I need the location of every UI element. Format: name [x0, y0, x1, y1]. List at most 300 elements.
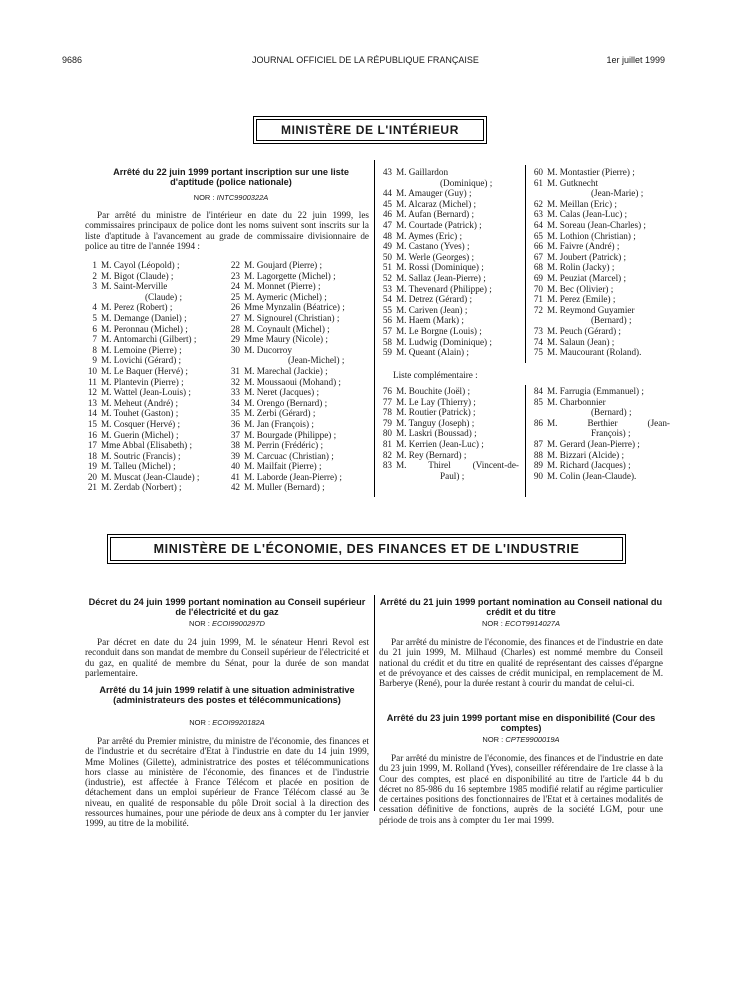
list-item-name: (Jean-Marie) ;	[591, 188, 644, 199]
list-item-name: M. Aufan (Bernard) ;	[396, 209, 475, 220]
list-item	[85, 271, 222, 282]
list-item	[529, 407, 674, 418]
list-item-number: 65	[533, 230, 543, 241]
list-item	[226, 482, 369, 493]
list-item-number: 45	[382, 198, 392, 209]
list-item-number: 32	[230, 376, 240, 387]
list-item	[378, 209, 523, 220]
list-item-number	[529, 407, 543, 418]
list-item-number: 80	[382, 428, 392, 439]
list-item-name: M. Sallaz (Jean-Pierre) ;	[396, 272, 486, 283]
list-item	[85, 387, 222, 398]
arrete-14-juin-text: Par arrêté du Premier ministre, du ministre de l'économie, des finances et de l'industrie et du secrétaire d'Etat à l'industrie en date du 14 juin 1999, Mme Molines (Gilette), administratrice des postes et télécommunications hors classe au ministère de l'économie, des finances et de l'industrie (industrie), est affectée à France Télécom et placée en position de détachement dans un emploi supérieur de France Télécom classé au 3e niveau, en qualité de responsable du pôle Droit social à la direction des ressources humaines, pour une période de deux ans à compter du 1er janvier 1999, au titre de la mobilité.	[85, 736, 369, 829]
list-item-name: M. Alcaraz (Michel) ;	[396, 198, 477, 209]
list-item	[378, 305, 523, 316]
list-item	[85, 281, 222, 292]
list-item-number: 87	[533, 438, 543, 449]
list-item-name: M. Peronnau (Michel) ;	[101, 323, 188, 334]
list-item-number: 20	[87, 471, 97, 482]
list-item	[226, 366, 369, 377]
list-item	[378, 262, 523, 273]
list-item-name: M. Gaillardon	[396, 167, 449, 177]
list-item	[378, 460, 523, 471]
list-item	[226, 313, 369, 324]
list-item-name: M. Guerin (Michel) ;	[101, 429, 179, 440]
list-item-name: M. Muscat (Jean-Claude) ;	[101, 471, 200, 482]
list-item-number: 4	[92, 302, 97, 313]
list-item-name: (Claude) ;	[145, 291, 182, 302]
list-item-number: 22	[230, 260, 240, 270]
list-item-name: M. Lothion (Christian) ;	[547, 230, 636, 241]
list-item-name: M. Ducorroy	[244, 344, 292, 355]
list-item	[529, 450, 674, 461]
list-item-number: 9	[92, 355, 97, 366]
list-item-number: 72	[533, 304, 543, 315]
issue-date: 1er juillet 1999	[606, 55, 665, 65]
list-item	[529, 294, 674, 305]
list-item	[378, 418, 523, 429]
list-item-number: 52	[382, 272, 392, 283]
list-item-number: 1	[92, 260, 97, 270]
list-item-number: 50	[382, 251, 392, 262]
list-item	[529, 386, 674, 397]
list-item-name: M. Signourel (Christian) ;	[244, 312, 340, 323]
list-item	[85, 451, 222, 462]
list-item-number: 7	[92, 334, 97, 345]
list-item-number: 56	[382, 315, 392, 326]
list-item-number: 63	[533, 209, 543, 220]
list-item-number: 5	[92, 312, 97, 323]
list-item-name: M. Tanguy (Joseph) ;	[396, 417, 475, 428]
nor-code: ECOI9920182A	[212, 718, 265, 727]
list-item	[529, 439, 674, 450]
list-item	[378, 428, 523, 439]
list-item-name: M. Wattel (Jean-Louis) ;	[101, 387, 191, 398]
list-item-number: 71	[533, 294, 543, 305]
list-item-number: 46	[382, 209, 392, 220]
list-item-number: 58	[382, 336, 392, 347]
list-item	[85, 377, 222, 388]
list-item	[529, 315, 674, 326]
list-item	[529, 231, 674, 242]
list-item-name: (Bernard) ;	[591, 407, 632, 418]
list-item-number: 23	[230, 270, 240, 281]
list-item-number: 51	[382, 262, 392, 273]
list-item	[378, 450, 523, 461]
list-item-name: M. Coynault (Michel) ;	[244, 323, 330, 334]
list-item-name: Mme Abbal (Elisabeth) ;	[101, 440, 193, 451]
column-rule	[525, 165, 526, 363]
list-item	[378, 326, 523, 337]
list-item-number: 84	[533, 386, 543, 396]
list-item-name: M. Moussaoui (Mohand) ;	[244, 376, 341, 387]
list-item-number: 31	[230, 365, 240, 376]
list-item-name: Mme Mynzalin (Béatrice) ;	[244, 302, 345, 313]
list-item	[529, 397, 674, 408]
list-item	[226, 355, 369, 366]
list-item-number: 66	[533, 241, 543, 252]
list-item-number: 85	[533, 396, 543, 407]
list-item	[529, 167, 674, 178]
list-item-name: M. Amauger (Guy) ;	[396, 188, 472, 199]
list-item	[226, 440, 369, 451]
list-item-name: M. Peuziat (Marcel) ;	[547, 272, 627, 283]
ministry-economie-heading: MINISTÈRE DE L'ÉCONOMIE, DES FINANCES ET DE L'INDUSTRIE	[110, 537, 623, 561]
arrete-14-juin-title: Arrêté du 14 juin 1999 relatif à une situation administrative (administrateurs des postes et télécommunications)	[99, 685, 355, 705]
list-item	[378, 199, 523, 210]
list-item	[378, 231, 523, 242]
list-item-number: 34	[230, 397, 240, 408]
list-item-name: M. Berthier (Jean-	[547, 417, 670, 428]
list-item-number: 82	[382, 449, 392, 460]
list-item-name: M. Carcuac (Christian) ;	[244, 450, 334, 461]
list-item-name: M. Cosquer (Hervé) ;	[101, 418, 181, 429]
list-item-name: M. Meillan (Eric) ;	[547, 198, 617, 209]
ministry-interieur-heading: MINISTÈRE DE L'INTÉRIEUR	[256, 119, 484, 141]
decret-24-juin-title: Décret du 24 juin 1999 portant nomination au Conseil supérieur de l'électricité et du gaz	[88, 597, 366, 617]
list-item-name: M. Bec (Olivier) ;	[547, 283, 614, 294]
list-item-name: M. Perrin (Frédéric) ;	[244, 440, 324, 451]
list-item	[85, 408, 222, 419]
list-item	[226, 472, 369, 483]
list-item	[529, 428, 674, 439]
nor-code: ECOI9900297D	[211, 619, 265, 628]
list-item-number: 39	[230, 450, 240, 461]
list-item	[529, 273, 674, 284]
list-item-name: M. Reymond Guyamier	[547, 304, 635, 315]
list-item-name: M. Rey (Bernard) ;	[396, 449, 467, 460]
list-item-name: M. Peuch (Gérard) ;	[547, 325, 621, 336]
list-item-number: 48	[382, 230, 392, 241]
list-item	[378, 167, 523, 178]
list-item-number: 54	[382, 294, 392, 305]
list-item	[529, 471, 674, 482]
list-item-name: M. Werle (Georges) ;	[396, 251, 475, 262]
list-item-name: M. Routier (Patrick) ;	[396, 407, 476, 418]
list-item-name: M. Laskri (Boussad) ;	[396, 428, 477, 439]
list-item-name: M. Montastier (Pierre) ;	[547, 167, 635, 177]
list-item-number: 8	[92, 344, 97, 355]
list-item-number: 3	[92, 281, 97, 292]
list-item-name: M. Ludwig (Dominique) ;	[396, 336, 492, 347]
list-item-name: M. Kerrien (Jean-Luc) ;	[396, 438, 484, 449]
list-item-number: 21	[87, 482, 97, 493]
list-item-number: 12	[87, 387, 97, 398]
list-item-number: 19	[87, 461, 97, 472]
list-item-number: 47	[382, 219, 392, 230]
list-item-number: 77	[382, 396, 392, 407]
list-item	[378, 386, 523, 397]
list-item-name: M. Queant (Alain) ;	[396, 347, 469, 358]
list-item-name: M. Bourgade (Philippe) ;	[244, 429, 337, 440]
list-item-name: M. Richard (Jacques) ;	[547, 460, 631, 471]
list-item	[85, 324, 222, 335]
list-item-name: M. Cariven (Jean) ;	[396, 304, 468, 315]
list-item-number: 70	[533, 283, 543, 294]
list-item	[529, 347, 674, 358]
list-item-name: M. Plantevin (Pierre) ;	[101, 376, 184, 387]
list-item	[378, 294, 523, 305]
list-item-number	[529, 315, 543, 326]
column-rule	[374, 595, 375, 811]
list-item-name: M. Demange (Daniel) ;	[101, 312, 187, 323]
nor-code: CPTE9900019A	[505, 735, 560, 744]
list-item-number	[529, 428, 543, 439]
nor-label: NOR :	[189, 718, 211, 727]
list-item-name: M. Colin (Jean-Claude).	[547, 470, 637, 481]
column-rule	[374, 160, 375, 497]
list-item-number: 17	[87, 440, 97, 451]
list-item-name: François) ;	[591, 428, 631, 439]
list-item-number: 78	[382, 407, 392, 418]
list-item-number: 79	[382, 417, 392, 428]
list-item-number: 33	[230, 387, 240, 398]
list-item-name: M. Soutric (Francis) ;	[101, 450, 181, 461]
list-item	[85, 482, 222, 493]
list-item-name: M. Meheut (André) ;	[101, 397, 179, 408]
nor-line	[379, 619, 663, 628]
list-item-number: 18	[87, 450, 97, 461]
list-item	[529, 460, 674, 471]
list-item	[529, 326, 674, 337]
list-item-number: 6	[92, 323, 97, 334]
list-item-name: M. Gerard (Jean-Pierre) ;	[547, 438, 640, 449]
list-item-number: 27	[230, 312, 240, 323]
list-item	[378, 439, 523, 450]
list-item-name: M. Thirel (Vincent-de-	[396, 460, 519, 471]
list-item-name: M. Le Borgne (Louis) ;	[396, 325, 482, 336]
list-item	[85, 345, 222, 356]
nor-line	[379, 735, 663, 744]
arrete-23-juin-title: Arrêté du 23 juin 1999 portant mise en disponibilité (Cour des comptes)	[386, 713, 656, 733]
list-item	[226, 334, 369, 345]
list-item	[226, 451, 369, 462]
list-item	[529, 418, 674, 429]
list-item-name: M. Rossi (Dominique) ;	[396, 262, 484, 273]
list-item	[378, 407, 523, 418]
list-item	[85, 313, 222, 324]
list-item	[378, 315, 523, 326]
list-item	[226, 461, 369, 472]
list-item-name: M. Charbonnier	[547, 396, 606, 407]
list-item	[85, 419, 222, 430]
list-item-number: 44	[382, 188, 392, 199]
nor-label: NOR :	[482, 619, 503, 628]
list-item-name: M. Aymes (Eric) ;	[396, 230, 463, 241]
list-item	[529, 337, 674, 348]
list-item-name: Mme Maury (Nicole) ;	[244, 334, 328, 345]
list-item-number: 60	[533, 167, 543, 177]
list-item-name: M. Bigot (Claude) ;	[101, 270, 174, 281]
list-item-name: M. Perez (Emile) ;	[547, 294, 616, 305]
nor-label: NOR :	[189, 619, 210, 628]
list-item	[85, 398, 222, 409]
list-item-name: M. Antomarchi (Gilbert) ;	[101, 334, 197, 345]
list-item-name: M. Lovichi (Gérard) ;	[101, 355, 182, 366]
list-item	[529, 262, 674, 273]
list-item	[226, 377, 369, 388]
list-item	[378, 471, 523, 482]
arrete-21-juin-title: Arrêté du 21 juin 1999 portant nomination au Conseil national du crédit et du titre	[379, 597, 663, 617]
list-item	[378, 273, 523, 284]
list-item	[85, 355, 222, 366]
list-item	[529, 284, 674, 295]
list-item-name: M. Touhet (Gaston) ;	[101, 408, 179, 419]
list-item-name: M. Thevenard (Philippe) ;	[396, 283, 492, 294]
list-item-number: 35	[230, 408, 240, 419]
list-item-number: 68	[533, 262, 543, 273]
list-item-number: 59	[382, 347, 392, 358]
list-item-name: (Dominique) ;	[440, 177, 493, 188]
journal-title: JOURNAL OFFICIEL DE LA RÉPUBLIQUE FRANÇAISE	[252, 55, 479, 65]
list-item-number: 11	[88, 376, 97, 387]
list-item-name: M. Detrez (Gérard) ;	[396, 294, 473, 305]
complementary-list-col6	[529, 386, 674, 481]
nor-line	[85, 718, 369, 727]
list-item-number	[529, 188, 543, 199]
list-item-name: M. Farrugia (Emmanuel) ;	[547, 386, 644, 396]
list-item-name: M. Marechal (Jackie) ;	[244, 365, 328, 376]
aptitude-list-col2	[226, 260, 369, 493]
list-item-number: 57	[382, 325, 392, 336]
list-item	[529, 305, 674, 316]
list-item-number: 90	[533, 470, 543, 481]
list-item-name: M. Neret (Jacques) ;	[244, 387, 320, 398]
list-item-name: M. Cayol (Léopold) ;	[101, 260, 180, 270]
list-item-name: M. Goujard (Pierre) ;	[244, 260, 323, 270]
list-item	[85, 472, 222, 483]
list-item-number: 75	[533, 347, 543, 358]
list-item-number	[85, 292, 97, 303]
list-item	[85, 260, 222, 271]
list-item-number: 81	[382, 438, 392, 449]
list-item-name: M. Laborde (Jean-Pierre) ;	[244, 471, 342, 482]
list-item-number: 89	[533, 460, 543, 471]
list-item-number: 29	[230, 334, 240, 345]
nor-code: ECOT9914027A	[504, 619, 560, 628]
nor-label: NOR :	[193, 193, 215, 202]
list-item-name: M. Le Baquer (Hervé) ;	[101, 365, 188, 376]
list-item-number: 62	[533, 198, 543, 209]
list-item	[85, 430, 222, 441]
list-item-name: (Bernard) ;	[591, 315, 632, 326]
list-item	[226, 430, 369, 441]
list-item	[226, 387, 369, 398]
list-item-number: 37	[230, 429, 240, 440]
list-item-number: 64	[533, 219, 543, 230]
list-item	[529, 241, 674, 252]
list-item	[529, 209, 674, 220]
list-item-name: M. Courtade (Patrick) ;	[396, 219, 482, 230]
list-item-name: M. Gutknecht	[547, 177, 599, 188]
list-item	[378, 284, 523, 295]
list-item	[226, 260, 369, 271]
arrete-22-juin-text: Par arrêté du ministre de l'intérieur en date du 22 juin 1999, les commissaires principaux de police dont les noms suivent sont inscrits sur la liste d'aptitude à l'avancement au grade de commissaire divisionnaire de police au titre de l'année 1994 :	[85, 210, 369, 251]
list-item-number: 88	[533, 449, 543, 460]
nor-line	[85, 619, 369, 628]
list-item-number: 67	[533, 251, 543, 262]
list-item	[85, 334, 222, 345]
list-item-name: M. Mailfait (Pierre) ;	[244, 461, 322, 472]
list-item-name: M. Aymeric (Michel) ;	[244, 291, 327, 302]
list-item-number	[226, 355, 240, 366]
list-item	[226, 324, 369, 335]
list-item-name: M. Perez (Robert) ;	[101, 302, 173, 313]
list-item	[85, 461, 222, 472]
list-item-number: 30	[230, 344, 240, 355]
list-item-number: 15	[87, 418, 97, 429]
list-item-number: 53	[382, 283, 392, 294]
list-item-number: 24	[230, 281, 240, 292]
list-item-name: M. Orengo (Bernard) ;	[244, 397, 328, 408]
list-item-number: 13	[87, 397, 97, 408]
aptitude-list-col3	[378, 167, 523, 358]
list-item-name: M. Lagorgette (Michel) ;	[244, 270, 336, 281]
list-item-number: 69	[533, 272, 543, 283]
list-item	[226, 271, 369, 282]
list-item-number: 25	[230, 291, 240, 302]
list-item-number: 2	[92, 270, 97, 281]
list-item	[378, 220, 523, 231]
list-item-name: M. Castano (Yves) ;	[396, 241, 470, 252]
list-item	[378, 397, 523, 408]
list-item-number: 10	[87, 365, 97, 376]
list-item	[85, 292, 222, 303]
list-item-name: M. Soreau (Jean-Charles) ;	[547, 219, 646, 230]
list-item-number: 41	[230, 471, 240, 482]
list-item-name: M. Salaun (Jean) ;	[547, 336, 615, 347]
nor-line	[100, 193, 362, 202]
arrete-21-juin-text: Par arrêté du ministre de l'économie, des finances et de l'industrie en date du 21 juin 1999, M. Milhaud (Charles) est nommé membre du Conseil national du crédit et du titre en qualité de représentant des caisses d'épargne et de prévoyance et des caisses de crédit municipal, en remplacement de M. Barberye (René), pour la durée restant à courir du mandat de celui-ci.	[379, 637, 663, 689]
list-item-number	[378, 178, 392, 189]
list-item-name: M. Talleu (Michel) ;	[101, 461, 176, 472]
page-number: 9686	[62, 55, 83, 65]
list-item-name: M. Monnet (Pierre) ;	[244, 281, 321, 292]
list-item-name: M. Joubert (Patrick) ;	[547, 251, 627, 262]
list-item	[529, 188, 674, 199]
list-item	[85, 366, 222, 377]
list-item-name: M. Bouchite (Joël) ;	[396, 386, 470, 396]
list-item-name: M. Faivre (André) ;	[547, 241, 620, 252]
list-item	[85, 440, 222, 451]
liste-complementaire-label: Liste complémentaire :	[393, 370, 478, 380]
list-item-number: 16	[87, 429, 97, 440]
arrete-23-juin-text: Par arrêté du ministre de l'économie, des finances et de l'industrie en date du 23 juin 1999, M. Rolland (Yves), conseiller référendaire de 1re classe à la Cour des comptes, est placé en disponibilité au titre de l'article 44 b du décret no 85-986 du 16 septembre 1985 modifié relatif au régime particulier de certaines positions des fonctionnaires de l'Etat et à certaines modalités de cessation définitive de fonctions, auprès de la société LGM, pour une période de trois ans à compter du 1er mai 1999.	[379, 753, 663, 825]
list-item-number: 61	[533, 177, 543, 188]
list-item-name: M. Le Lay (Thierry) ;	[396, 396, 476, 407]
list-item-name: M. Zerdab (Norbert) ;	[101, 482, 182, 493]
list-item-number: 40	[230, 461, 240, 472]
list-item	[85, 302, 222, 313]
list-item	[226, 419, 369, 430]
list-item-number: 38	[230, 440, 240, 451]
list-item-number: 83	[382, 460, 392, 471]
complementary-list-col5	[378, 386, 523, 481]
list-item	[226, 281, 369, 292]
list-item-number: 14	[87, 408, 97, 419]
list-item-name: M. Haem (Mark) ;	[396, 315, 464, 326]
list-item-number: 76	[382, 386, 392, 396]
list-item	[378, 241, 523, 252]
list-item	[529, 178, 674, 189]
list-item-number: 42	[230, 482, 240, 493]
list-item-number: 36	[230, 418, 240, 429]
arrete-22-juin-title: Arrêté du 22 juin 1999 portant inscription sur une liste d'aptitude (police nationale)	[113, 167, 349, 187]
aptitude-list-col1	[85, 260, 222, 493]
list-item-number: 73	[533, 325, 543, 336]
list-item	[226, 398, 369, 409]
list-item	[529, 220, 674, 231]
